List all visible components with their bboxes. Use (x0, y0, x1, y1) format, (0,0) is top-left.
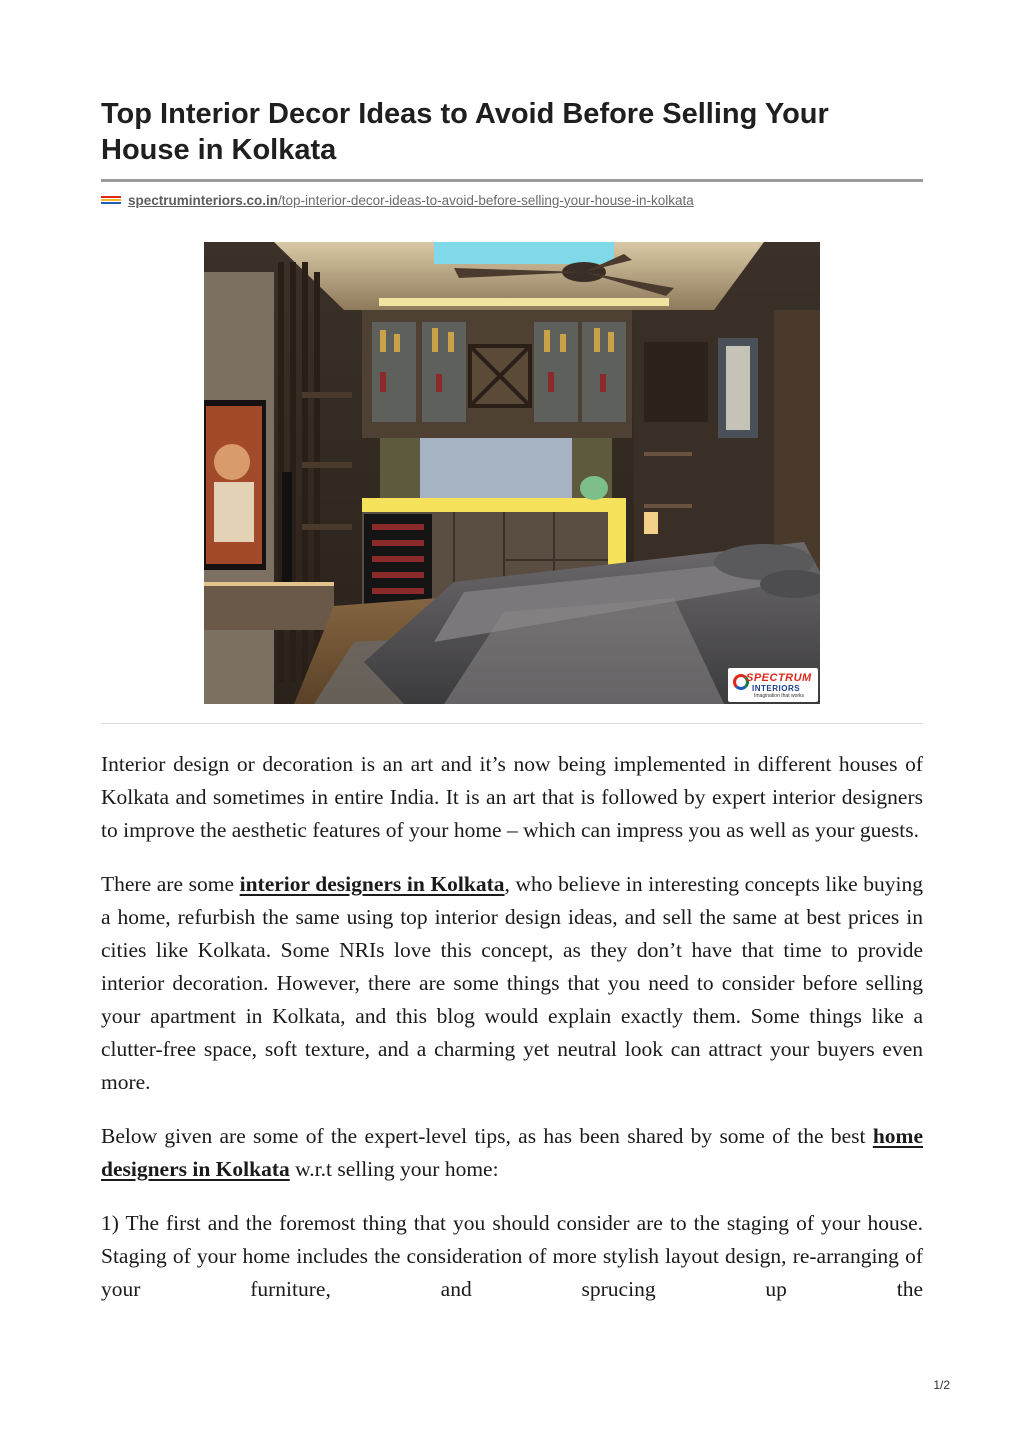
article-title: Top Interior Decor Ideas to Avoid Before Selling Your House in Kolkata (101, 98, 829, 166)
home-designers-link[interactable]: home designers in Kolkata (101, 1124, 923, 1181)
paragraph-2-rest: , who believe in interesting concepts like buying a home, refurbish the same using top interior design ideas, and sell the same at best prices in cities like Kolkata. Some NRIs love this concept, as they don’t have that time to provide interior decoration. However, there are some things that you need to consider before selling your apartment in Kolkata, and this blog would explain exactly them. Some things like a clutter-free space, soft texture, and a charming yet neutral look can attract your buyers even more. (101, 872, 923, 1094)
page-number: 1/2 (933, 1378, 950, 1392)
hero-image (204, 242, 820, 704)
paragraph-3-intro: Below given are some of the expert-level tips, as has been shared by some of the best (101, 1124, 873, 1148)
paragraph-3-rest: w.r.t selling your home: (289, 1157, 499, 1181)
paragraph-3 (101, 1120, 923, 1186)
title-divider (101, 179, 923, 182)
paragraph-2-intro: There are some (101, 872, 240, 896)
source-line[interactable] (101, 190, 694, 210)
paragraph-2 (101, 868, 923, 1099)
interior-designers-link[interactable]: interior designers in Kolkata (239, 872, 505, 896)
article-body (101, 748, 923, 1306)
source-domain-link[interactable]: spectruminteriors.co.in (128, 192, 279, 208)
spectrum-favicon-icon (101, 196, 121, 205)
source-path-link[interactable]: /top-interior-decor-ideas-to-avoid-before-selling-your-house-in-kolkata (278, 192, 694, 208)
spectrum-logo (728, 668, 818, 702)
bedroom-interior-illustration (204, 242, 820, 704)
paragraph-1: Interior design or decoration is an art and it’s now being implemented in different houses of Kolkata and sometimes in entire India. It is an art that is followed by expert interior designers to improve the aesthetic features of your home – which can impress you as well as your guests. (101, 752, 923, 842)
image-divider (101, 723, 923, 724)
logo-tagline: Imagination that works (754, 693, 805, 699)
paragraph-4: 1) The first and the foremost thing that you should consider are to the staging of your house. Staging of your home includes the consideration of more stylish layout design, re-arranging of your furniture, and sprucing up the (101, 1211, 923, 1301)
logo-word-spectrum: SPECTRUM (746, 672, 812, 684)
logo-word-interiors: INTERIORS (752, 684, 801, 693)
